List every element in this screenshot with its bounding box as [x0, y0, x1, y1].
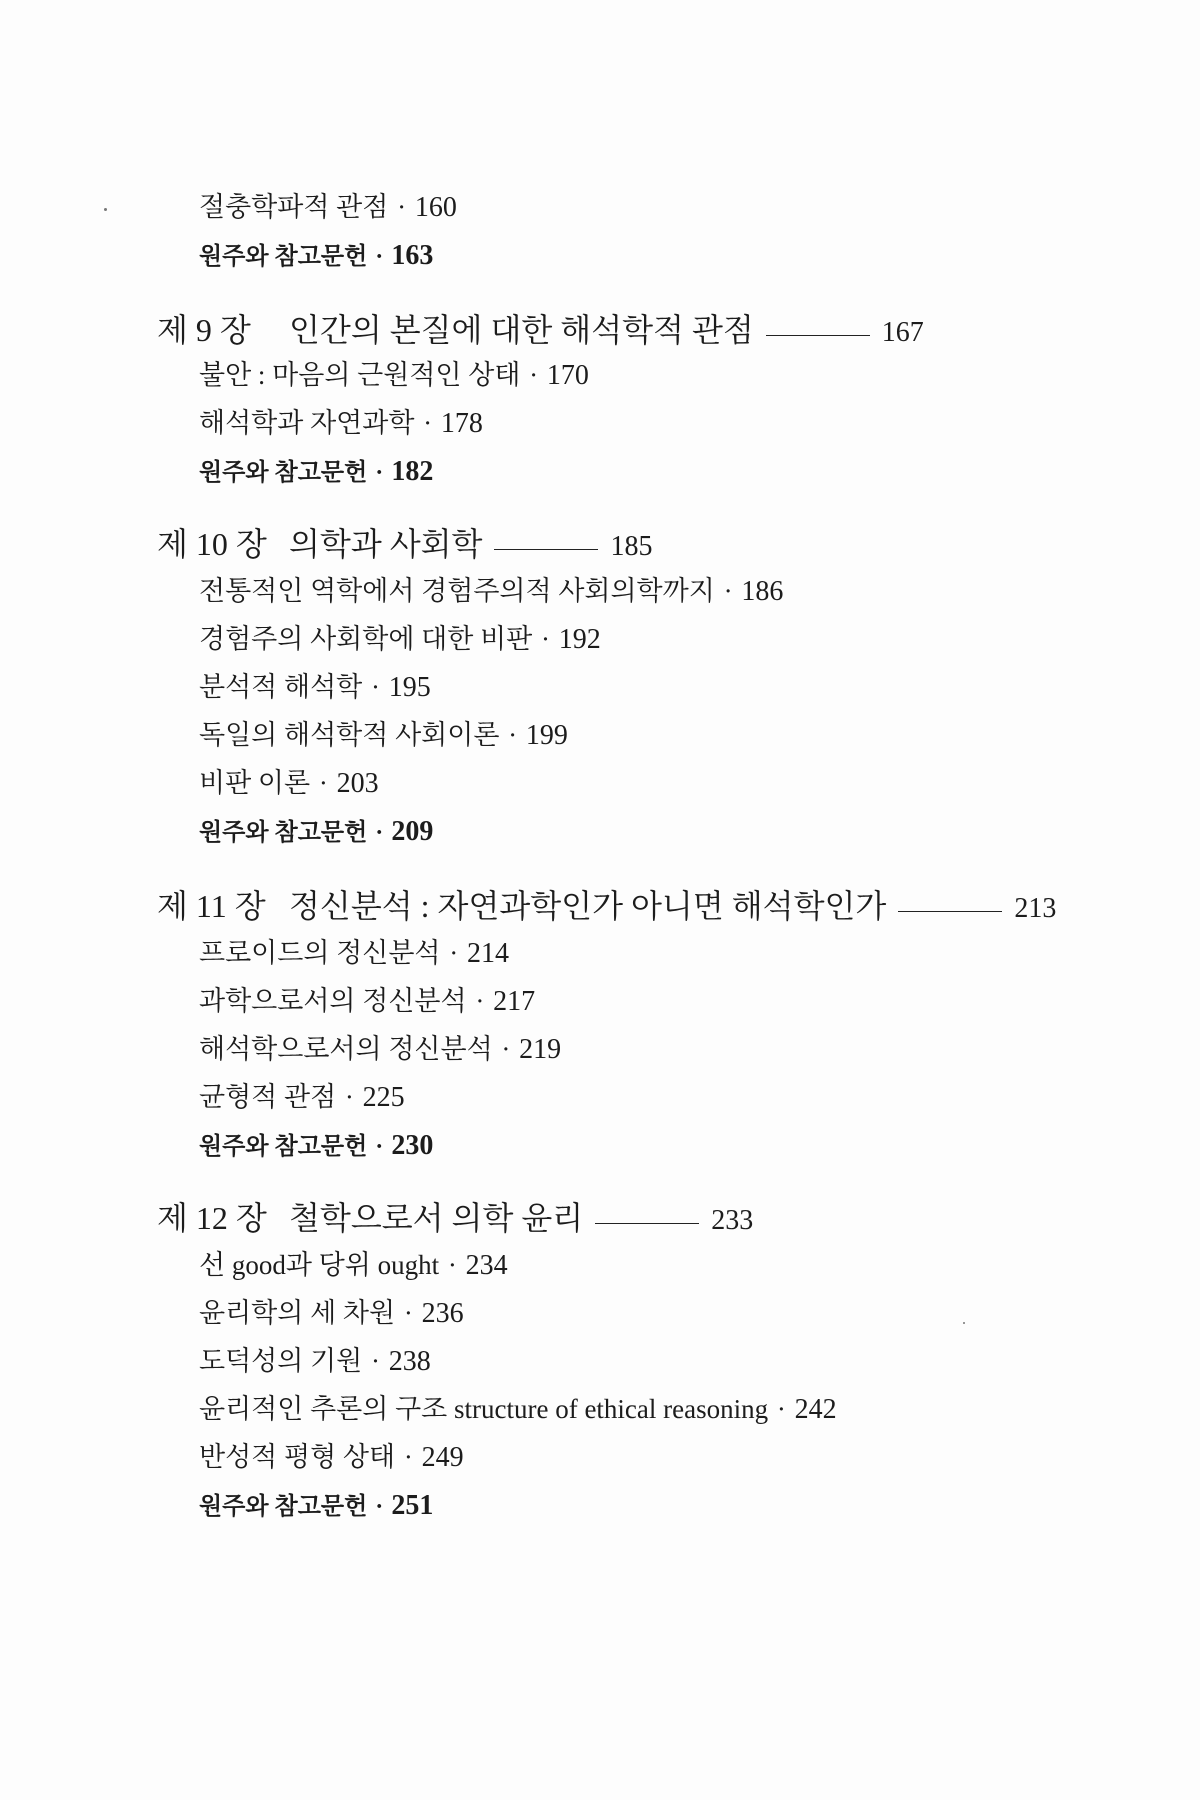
entry-page-number: 199 — [525, 720, 568, 751]
entry-title: 프로이드의 정신분석 — [199, 938, 441, 968]
entry-page-number: 195 — [388, 672, 431, 703]
entry-separator: · — [449, 938, 459, 968]
entry-title: 선 good과 당위 ought — [199, 1250, 440, 1280]
toc-entry[interactable] — [199, 1444, 464, 1472]
entry-page-number: 242 — [794, 1394, 837, 1425]
chapter-page-number: 213 — [1014, 893, 1057, 924]
entry-separator: · — [423, 408, 433, 438]
toc-entry[interactable] — [199, 1084, 405, 1112]
entry-page-number: 234 — [465, 1250, 508, 1281]
chapter-heading-11[interactable] — [157, 890, 1056, 923]
toc-entry[interactable] — [199, 362, 589, 390]
entry-separator: · — [508, 720, 518, 750]
entry-title: 원주와 참고문헌 — [199, 1494, 368, 1520]
entry-title: 절충학파적 관점 — [199, 192, 389, 222]
leader-line — [494, 549, 598, 550]
entry-separator: · — [447, 1250, 457, 1280]
entry-separator: · — [776, 1394, 786, 1424]
toc-entry[interactable] — [199, 940, 509, 968]
chapter-heading-9[interactable] — [157, 314, 924, 347]
toc-entry-notes[interactable] — [199, 818, 433, 846]
entry-title: 해석학으로서의 정신분석 — [199, 1034, 493, 1064]
entry-title: 반성적 평형 상태 — [199, 1442, 396, 1472]
chapter-page-number: 233 — [711, 1205, 754, 1236]
entry-title: 경험주의 사회학에 대한 비판 — [199, 624, 533, 654]
entry-page-number: 217 — [493, 986, 536, 1017]
chapter-title: 철학으로서 의학 윤리 — [289, 1200, 584, 1236]
entry-page-number: 160 — [414, 192, 457, 223]
entry-separator: · — [403, 1442, 413, 1472]
toc-entry[interactable] — [199, 988, 535, 1016]
entry-title: 비판 이론 — [199, 768, 311, 798]
entry-page-number: 249 — [421, 1442, 464, 1473]
entry-separator: · — [540, 624, 550, 654]
chapter-title: 의학과 사회학 — [289, 526, 483, 562]
entry-page-number: 163 — [391, 240, 434, 271]
entry-separator: · — [501, 1034, 511, 1064]
entry-separator: · — [344, 1082, 354, 1112]
entry-title: 과학으로서의 정신분석 — [199, 986, 467, 1016]
entry-separator: · — [318, 768, 328, 798]
toc-entry-notes[interactable] — [199, 458, 433, 486]
entry-separator: · — [475, 986, 485, 1016]
entry-separator: · — [375, 1494, 384, 1520]
entry-separator: · — [375, 244, 384, 270]
entry-separator: · — [723, 576, 733, 606]
toc-entry[interactable] — [199, 1252, 508, 1280]
chapter-label: 제 10 장 — [157, 526, 267, 562]
entry-page-number: 236 — [421, 1298, 464, 1329]
toc-entry[interactable] — [199, 1348, 431, 1376]
entry-separator: · — [375, 820, 384, 846]
entry-page-number: 192 — [558, 624, 601, 655]
toc-entry[interactable] — [199, 1036, 561, 1064]
entry-title: 해석학과 자연과학 — [199, 408, 415, 438]
chapter-page-number: 185 — [610, 531, 653, 562]
entry-page-number: 182 — [391, 456, 434, 487]
entry-page-number: 238 — [388, 1346, 431, 1377]
chapter-label: 제 9 장 — [157, 312, 251, 348]
toc-entry[interactable] — [199, 1300, 464, 1328]
entry-page-number: 251 — [391, 1490, 434, 1521]
toc-entry-notes[interactable] — [199, 242, 433, 270]
chapter-label: 제 12 장 — [157, 1200, 267, 1236]
entry-page-number: 186 — [741, 576, 784, 607]
stray-dot-top — [104, 208, 107, 211]
entry-title: 분석적 해석학 — [199, 672, 363, 702]
entry-separator: · — [397, 192, 407, 222]
entry-title: 전통적인 역학에서 경험주의적 사회의학까지 — [199, 576, 715, 606]
toc-entry[interactable] — [199, 578, 783, 606]
entry-title: 도덕성의 기원 — [199, 1346, 363, 1376]
entry-title: 균형적 관점 — [199, 1082, 337, 1112]
leader-line — [898, 911, 1002, 912]
toc-entry-notes[interactable] — [199, 1132, 433, 1160]
entry-title: 불안 : 마음의 근원적인 상태 — [199, 360, 521, 390]
entry-title: 원주와 참고문헌 — [199, 460, 368, 486]
entry-page-number: 225 — [362, 1082, 405, 1113]
entry-title: 독일의 해석학적 사회이론 — [199, 720, 500, 750]
entry-title: 윤리적인 추론의 구조 structure of ethical reasoning — [199, 1394, 769, 1424]
entry-page-number: 178 — [440, 408, 483, 439]
entry-separator: · — [375, 460, 384, 486]
entry-separator: · — [529, 360, 539, 390]
stray-dot-right — [963, 1322, 965, 1324]
toc-entry-notes[interactable] — [199, 1492, 433, 1520]
entry-title: 원주와 참고문헌 — [199, 244, 368, 270]
entry-page-number: 209 — [391, 816, 434, 847]
toc-entry[interactable] — [199, 626, 601, 654]
entry-separator: · — [375, 1134, 384, 1160]
toc-entry[interactable] — [199, 1396, 837, 1424]
toc-entry[interactable] — [199, 770, 379, 798]
entry-page-number: 214 — [467, 938, 509, 969]
toc-entry[interactable] — [199, 410, 483, 438]
entry-separator: · — [371, 672, 380, 702]
leader-line — [766, 335, 870, 336]
entry-page-number: 230 — [391, 1130, 434, 1161]
entry-page-number: 170 — [546, 360, 589, 391]
chapter-title: 정신분석 : 자연과학인가 아니면 해석학인가 — [289, 888, 887, 924]
entry-title: 윤리학의 세 차원 — [199, 1298, 396, 1328]
toc-entry[interactable] — [199, 722, 568, 750]
chapter-label: 제 11 장 — [157, 888, 266, 924]
leader-line — [595, 1223, 699, 1224]
entry-page-number: 219 — [519, 1034, 562, 1065]
entry-title: 원주와 참고문헌 — [199, 820, 368, 846]
chapter-page-number: 167 — [881, 317, 924, 348]
entry-separator: · — [371, 1346, 380, 1376]
entry-title: 원주와 참고문헌 — [199, 1134, 368, 1160]
toc-entry[interactable] — [199, 674, 431, 702]
entry-page-number: 203 — [336, 768, 379, 799]
chapter-title: 인간의 본질에 대한 해석학적 관점 — [289, 312, 754, 348]
chapter-heading-10[interactable] — [157, 528, 652, 561]
entry-separator: · — [403, 1298, 413, 1328]
chapter-heading-12[interactable] — [157, 1202, 753, 1235]
toc-entry[interactable] — [199, 194, 457, 222]
